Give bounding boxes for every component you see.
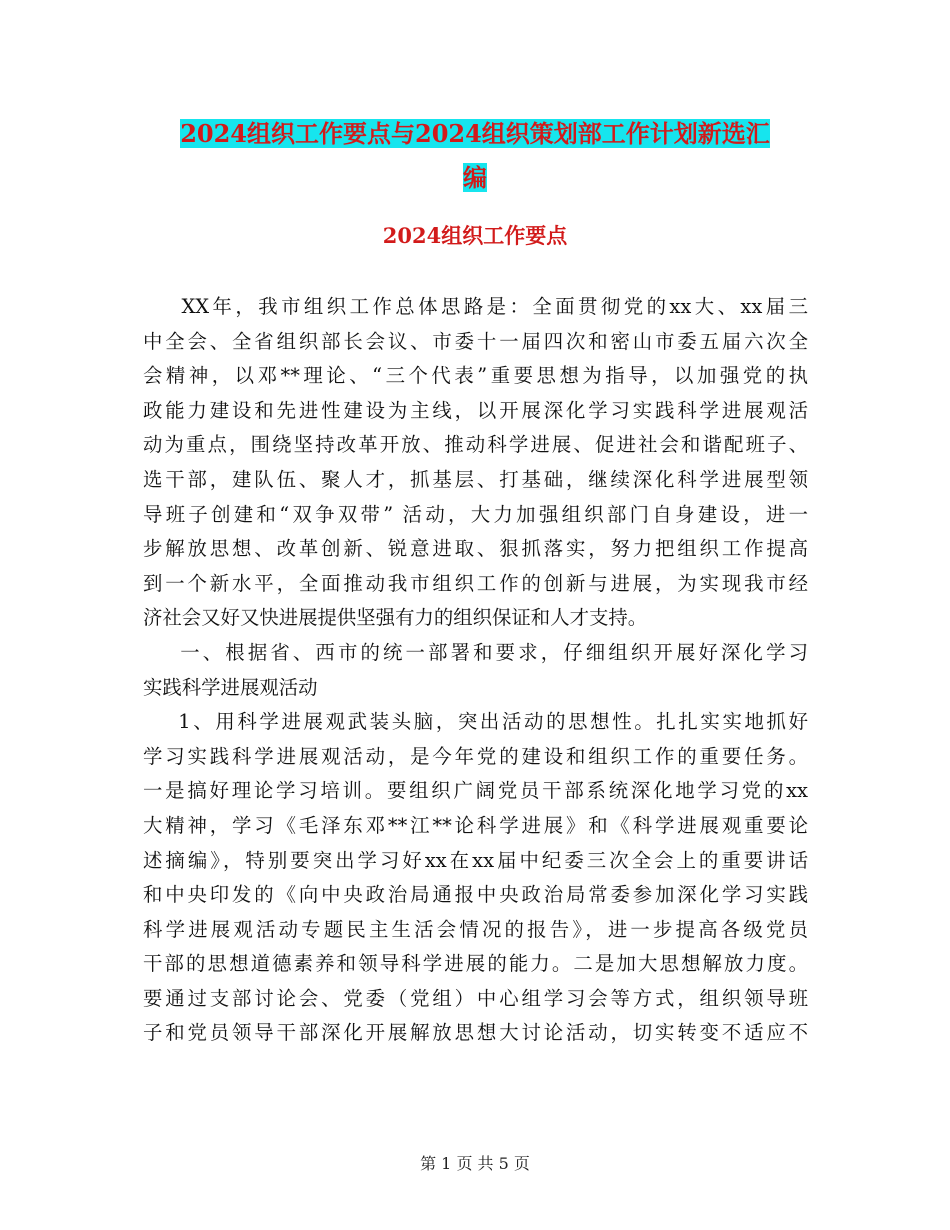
document-body xyxy=(143,290,808,1051)
body-line: 1、用科学进展观武装头脑，突出活动的思想性。扎扎实实地抓好 xyxy=(143,710,808,734)
document-title xyxy=(0,112,950,200)
body-line: 选干部，建队伍、聚人才，抓基层、打基础，继续深化科学进展型领 xyxy=(143,467,808,491)
body-line: 子和党员领导干部深化开展解放思想大讨论活动，切实转变不适应不 xyxy=(143,1021,808,1045)
body-line: 会精神，以邓**理论、“三个代表”重要思想为指导，以加强党的执 xyxy=(143,364,808,388)
document-title-line-1 xyxy=(0,112,950,156)
body-line: 一、根据省、西市的统一部署和要求，仔细组织开展好深化学习 xyxy=(143,640,808,664)
section-title: 2024组织工作要点 xyxy=(382,223,568,248)
document-title-line-2 xyxy=(0,156,950,200)
body-line: 干部的思想道德素养和领导科学进展的能力。二是加大思想解放力度。 xyxy=(143,952,808,976)
body-line: 政能力建设和先进性建设为主线，以开展深化学习实践科学进展观活 xyxy=(143,398,808,422)
body-line: 济社会又好又快进展提供坚强有力的组织保证和人才支持。 xyxy=(143,606,648,630)
body-line: 中全会、全省组织部长会议、市委十一届四次和密山市委五届六次全 xyxy=(143,329,808,353)
title-highlight-2: 编 xyxy=(463,163,487,192)
body-line: XX年，我市组织工作总体思路是：全面贯彻党的xx大、xx届三 xyxy=(143,295,808,318)
body-line: 述摘编》，特别要突出学习好xx在xx届中纪委三次全会上的重要讲话 xyxy=(143,848,808,872)
body-line: 科学进展观活动专题民主生活会情况的报告》，进一步提高各级党员 xyxy=(143,917,808,941)
body-line: 步解放思想、改革创新、锐意进取、狠抓落实，努力把组织工作提高 xyxy=(143,537,808,561)
body-line: 到一个新水平，全面推动我市组织工作的创新与进展，为实现我市经 xyxy=(143,571,808,595)
title-highlight-1: 2024组织工作要点与2024组织策划部工作计划新选汇 xyxy=(180,119,770,148)
body-line: 要通过支部讨论会、党委（党组）中心组学习会等方式，组织领导班 xyxy=(143,986,808,1010)
body-line: 动为重点，围绕坚持改革开放、推动科学进展、促进社会和谐配班子、 xyxy=(143,433,808,457)
body-line: 大精神，学习《毛泽东邓**江**论科学进展》和《科学进展观重要论 xyxy=(143,813,808,837)
page-footer: 第 1 页 共 5 页 xyxy=(420,1154,530,1173)
body-line: 一是搞好理论学习培训。要组织广阔党员干部系统深化地学习党的xx xyxy=(143,779,808,803)
body-line: 和中央印发的《向中央政治局通报中央政治局常委参加深化学习实践 xyxy=(143,883,808,907)
body-line: 实践科学进展观活动 xyxy=(143,675,318,699)
body-line: 导班子创建和“双争双带” 活动，大力加强组织部门自身建设，进一 xyxy=(143,502,808,526)
body-line: 学习实践科学进展观活动，是今年党的建设和组织工作的重要任务。 xyxy=(143,744,808,768)
